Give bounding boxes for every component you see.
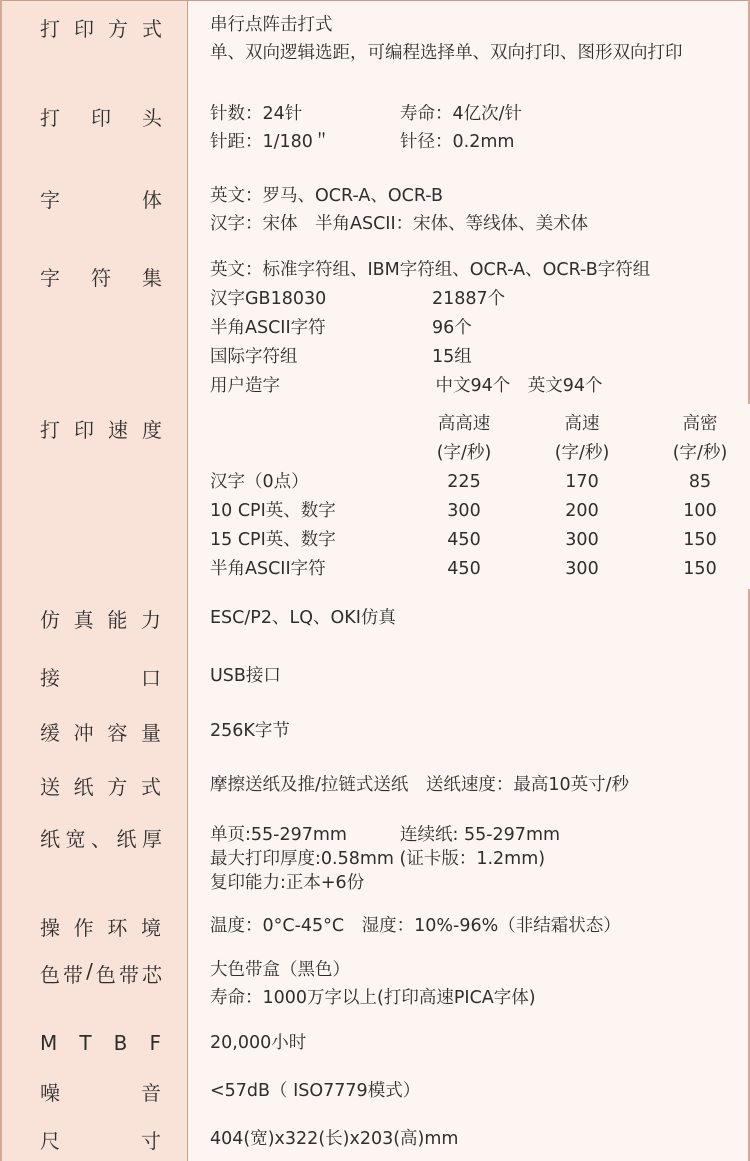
row-label-text: M T B F [40, 1031, 161, 1055]
value-line: 串行点阵击打式 [210, 15, 333, 35]
speed-value: 85 [688, 472, 712, 492]
value-line: 最大打印厚度:0.58mm (证卡版：1.2mm) [210, 849, 546, 869]
row-value [188, 901, 748, 951]
speed-value: 150 [683, 530, 717, 550]
row-label-text: 操 作 环 境 [40, 915, 161, 940]
speed-value: 200 [565, 501, 599, 521]
value-line: 复印能力:正本+6份 [210, 873, 365, 893]
row-label-text: 仿 真 能 力 [40, 607, 161, 632]
value-cell: 国际字符组 [210, 347, 298, 367]
spec-row-environment [2, 901, 748, 952]
speed-value: 170 [565, 472, 599, 492]
row-label [2, 1117, 188, 1161]
speed-value: 450 [447, 559, 481, 579]
speed-value: 300 [447, 501, 481, 521]
row-label [2, 757, 188, 813]
row-label-text: 纸 宽 、 纸 厚 [40, 827, 162, 851]
row-label [2, 1, 188, 91]
row-value [188, 250, 748, 404]
speed-header-cell: 高高速 [437, 414, 491, 434]
speed-row-label: 15 CPI英、数字 [210, 530, 336, 550]
speed-header-cell: 高速 [564, 414, 600, 434]
value-line: 20,000小时 [210, 1033, 307, 1053]
value-cell: 连续纸: 55-297mm [400, 825, 561, 845]
row-label-text: 接 口 [40, 665, 161, 690]
row-label [2, 647, 188, 705]
row-label [2, 901, 188, 951]
spec-row-print-speed [2, 404, 748, 590]
value-cell: 针距：1/180＂ [210, 132, 331, 152]
value-line: 英文：罗马、OCR-A、OCR-B [210, 186, 443, 206]
value-cell: 寿命：4亿次/针 [400, 104, 523, 124]
value-line: 温度：0°C-45°C 湿度：10%-96%（非结霜状态） [210, 916, 621, 936]
spec-row-print-method [2, 0, 748, 92]
spec-row-dimensions [2, 1117, 748, 1161]
value-line: 汉字：宋体 半角ASCII：宋体、等线体、美术体 [210, 214, 589, 234]
speed-header-cell: (字/秒) [554, 443, 610, 463]
value-cell: 半角ASCII字符 [210, 318, 326, 338]
row-label [2, 174, 188, 250]
value-line: 单、双向逻辑选距，可编程选择单、双向打印、图形双向打印 [210, 43, 683, 63]
value-cell: 15组 [432, 347, 472, 367]
speed-value: 450 [447, 530, 481, 550]
row-value [188, 1117, 748, 1161]
value-cell: 针数：24针 [210, 104, 303, 124]
speed-header-cell: (字/秒) [672, 443, 728, 463]
spec-row-emulation [2, 589, 748, 648]
speed-header-cell [210, 410, 405, 439]
speed-header-cell: 高密 [682, 414, 718, 434]
row-value [188, 174, 748, 250]
spec-row-interface [2, 647, 748, 706]
row-label [2, 813, 188, 901]
value-line: ESC/P2、LQ、OKI仿真 [210, 608, 396, 628]
speed-table [210, 410, 750, 584]
row-label-text: 打 印 速 度 [40, 418, 162, 442]
value-line: 英文：标准字符组、IBM字符组、OCR-A、OCR-B字符组 [210, 260, 651, 280]
row-label-text: 噪 音 [40, 1080, 161, 1105]
spec-row-paper-feed [2, 757, 748, 814]
spec-row-noise [2, 1065, 748, 1118]
spec-row-ribbon [2, 951, 748, 1022]
row-label [2, 1065, 188, 1117]
speed-value: 300 [565, 559, 599, 579]
speed-row-label: 10 CPI英、数字 [210, 501, 336, 521]
row-label-text: 尺 寸 [40, 1128, 161, 1153]
row-label [2, 705, 188, 757]
value-line: 404(宽)x322(长)x203(高)mm [210, 1129, 459, 1149]
speed-value: 100 [683, 501, 717, 521]
value-cell: 单页:55-297mm [210, 825, 347, 845]
value-line: <57dB（ ISO7779模式） [210, 1081, 421, 1101]
row-label [2, 1021, 188, 1065]
row-value [188, 813, 748, 901]
row-label-text: 打 印 方 式 [40, 17, 162, 41]
row-label [2, 250, 188, 404]
row-value [188, 1065, 748, 1117]
row-value [188, 589, 748, 647]
value-cell: 21887个 [432, 289, 506, 309]
value-cell: 汉字GB18030 [210, 289, 327, 309]
spec-row-buffer [2, 705, 748, 758]
value-line: 大色带盒（黑色） [210, 960, 350, 980]
row-value [188, 951, 748, 1021]
value-cell: 用户造字 [210, 376, 280, 396]
value-line: 摩擦送纸及推/拉链式送纸 送纸速度：最高10英寸/秒 [210, 775, 630, 795]
row-value [188, 404, 750, 589]
value-line: USB接口 [210, 666, 281, 686]
value-line: 寿命：1000万字以上(打印高速PICA字体) [210, 988, 536, 1008]
row-label [2, 951, 188, 1021]
row-label-text: 色 带 / 色 带 芯 [40, 959, 162, 987]
row-value [188, 1021, 748, 1065]
row-label [2, 90, 188, 174]
value-cell: 96个 [432, 318, 472, 338]
row-label [2, 404, 188, 589]
row-value [188, 90, 748, 174]
speed-value: 225 [447, 472, 481, 492]
speed-value: 300 [565, 530, 599, 550]
row-value [188, 757, 748, 813]
speed-row-label: 汉字（0点） [210, 472, 309, 492]
spec-row-paper-size [2, 813, 748, 902]
row-label-text: 打 印 头 [40, 106, 162, 130]
value-line: 256K字节 [210, 721, 290, 741]
speed-value: 150 [683, 559, 717, 579]
row-label-text: 字 符 集 [40, 266, 162, 290]
spec-row-print-head [2, 90, 748, 175]
row-value [188, 1, 748, 91]
row-value [188, 647, 748, 705]
speed-header-cell: (字/秒) [436, 443, 492, 463]
spec-row-charset [2, 250, 748, 405]
row-label-text: 字 体 [40, 188, 162, 212]
row-label-text: 送 纸 方 式 [40, 774, 161, 799]
row-value [188, 705, 748, 757]
spec-row-mtbf [2, 1021, 748, 1066]
row-label-text: 缓 冲 容 量 [40, 720, 161, 745]
spec-row-font [2, 174, 748, 251]
row-label [2, 589, 188, 647]
value-cell: 中文94个 英文94个 [418, 376, 603, 396]
value-cell: 针径：0.2mm [400, 132, 515, 152]
speed-header-cell [210, 439, 405, 468]
speed-row-label: 半角ASCII字符 [210, 559, 326, 579]
